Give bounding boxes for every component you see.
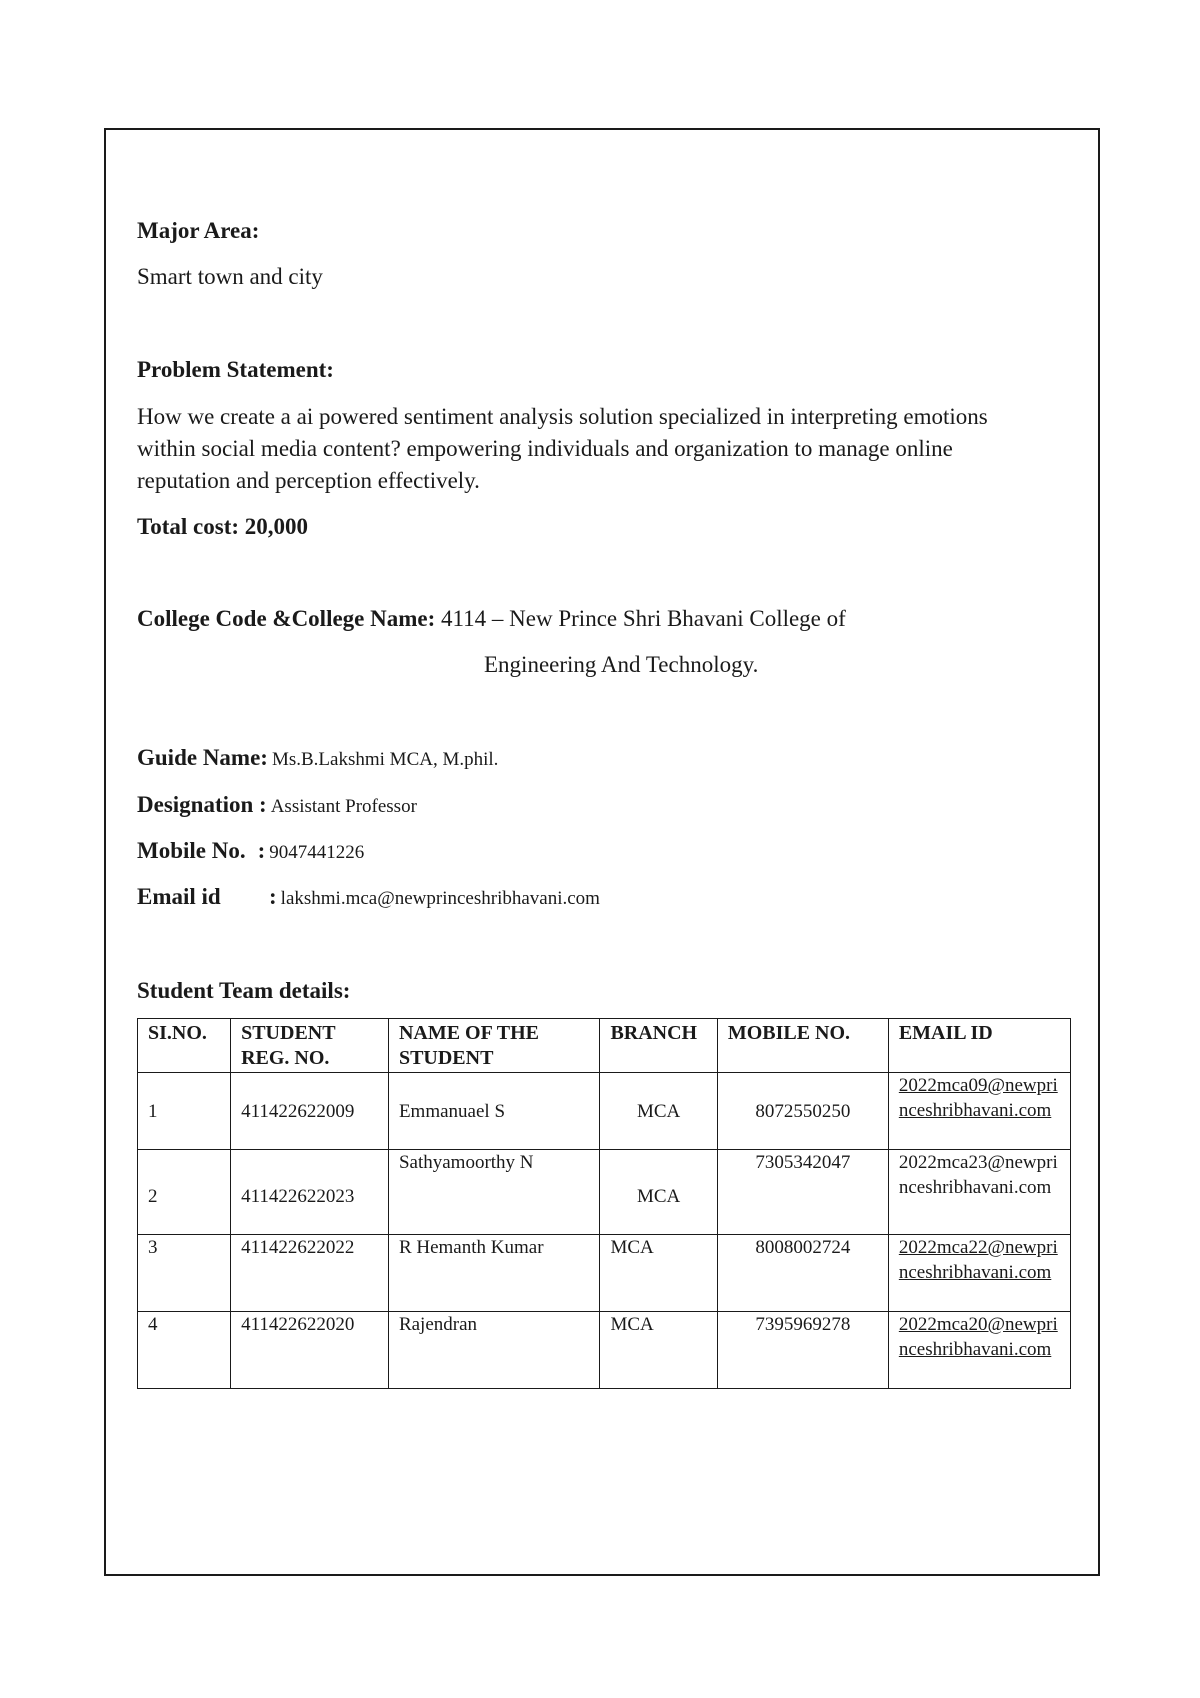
guide-name-label: Guide Name: — [137, 745, 268, 770]
header-email: EMAIL ID — [888, 1019, 1070, 1073]
student-team-table — [137, 1018, 1071, 1389]
cell-branch: MCA — [600, 1073, 717, 1150]
cell-branch: MCA — [600, 1150, 717, 1235]
college-line1: 4114 – New Prince Shri Bhavani College of — [441, 606, 846, 631]
cell-reg-no: 411422622009 — [231, 1073, 389, 1150]
cell-reg-no: 411422622023 — [231, 1150, 389, 1235]
college-label: College Code &College Name: — [137, 606, 436, 631]
mobile-label: Mobile No. — [137, 838, 246, 863]
cell-sno: 3 — [138, 1235, 231, 1312]
email-link[interactable]: 2022mca22@newprinceshribhavani.com — [888, 1235, 1070, 1312]
header-sno: SI.NO. — [138, 1019, 231, 1073]
cell-mobile: 7395969278 — [717, 1312, 888, 1389]
team-label: Student Team details: — [137, 978, 351, 1003]
cell-name: Sathyamoorthy N — [388, 1150, 599, 1235]
cell-sno: 2 — [138, 1150, 231, 1235]
cell-name: Emmanuael S — [388, 1073, 599, 1150]
total-cost — [137, 514, 308, 540]
major-area-label: Major Area: — [137, 218, 260, 243]
cell-name: Rajendran — [388, 1312, 599, 1389]
designation-value: Assistant Professor — [270, 796, 417, 817]
cell-sno: 1 — [138, 1073, 231, 1150]
cell-branch: MCA — [600, 1235, 717, 1312]
cell-mobile: 7305342047 — [717, 1150, 888, 1235]
header-reg-no: STUDENT REG. NO. — [231, 1019, 389, 1073]
cell-mobile: 8008002724 — [717, 1235, 888, 1312]
problem-statement-label: Problem Statement: — [137, 357, 334, 382]
major-area-value: Smart town and city — [137, 264, 323, 289]
table-row — [138, 1312, 1071, 1389]
email-link[interactable]: 2022mca20@newprinceshribhavani.com — [888, 1312, 1070, 1389]
mobile-row — [137, 838, 364, 864]
email-value: lakshmi.mca@newprinceshribhavani.com — [280, 888, 600, 909]
cell-reg-no: 411422622020 — [231, 1312, 389, 1389]
header-student-name: NAME OF THE STUDENT — [388, 1019, 599, 1073]
cell-branch: MCA — [600, 1312, 717, 1389]
table-row — [138, 1073, 1071, 1150]
table-row — [138, 1235, 1071, 1312]
header-mobile: MOBILE NO. — [717, 1019, 888, 1073]
email-row — [137, 884, 600, 910]
college-line2: Engineering And Technology. — [484, 652, 759, 677]
cell-reg-no: 411422622022 — [231, 1235, 389, 1312]
table-row — [138, 1150, 1071, 1235]
guide-name: Ms.B.Lakshmi MCA, M.phil. — [271, 749, 499, 770]
mobile-colon: : — [257, 838, 266, 863]
college-line — [137, 606, 846, 632]
designation-row — [137, 792, 417, 818]
email-link[interactable]: 2022mca09@newprinceshribhavani.com — [888, 1073, 1070, 1150]
table-header-row — [138, 1019, 1071, 1073]
cell-mobile: 8072550250 — [717, 1073, 888, 1150]
header-branch: BRANCH — [600, 1019, 717, 1073]
total-cost-label: Total cost: — [137, 514, 240, 539]
cell-email: 2022mca23@newprinceshribhavani.com — [888, 1150, 1070, 1235]
guide-name-row — [137, 745, 498, 771]
total-cost-value: 20,000 — [244, 514, 309, 539]
email-colon: : — [269, 884, 277, 909]
email-label: Email id — [137, 884, 221, 909]
mobile-value: 9047441226 — [269, 842, 365, 863]
problem-statement-text: How we create a ai powered sentiment analysis solution specialized in interpreting emotions within social media content? empowering individuals and organization to manage online reputation and perception effectively. — [137, 404, 988, 493]
designation-label: Designation : — [137, 792, 267, 817]
cell-name: R Hemanth Kumar — [388, 1235, 599, 1312]
cell-sno: 4 — [138, 1312, 231, 1389]
